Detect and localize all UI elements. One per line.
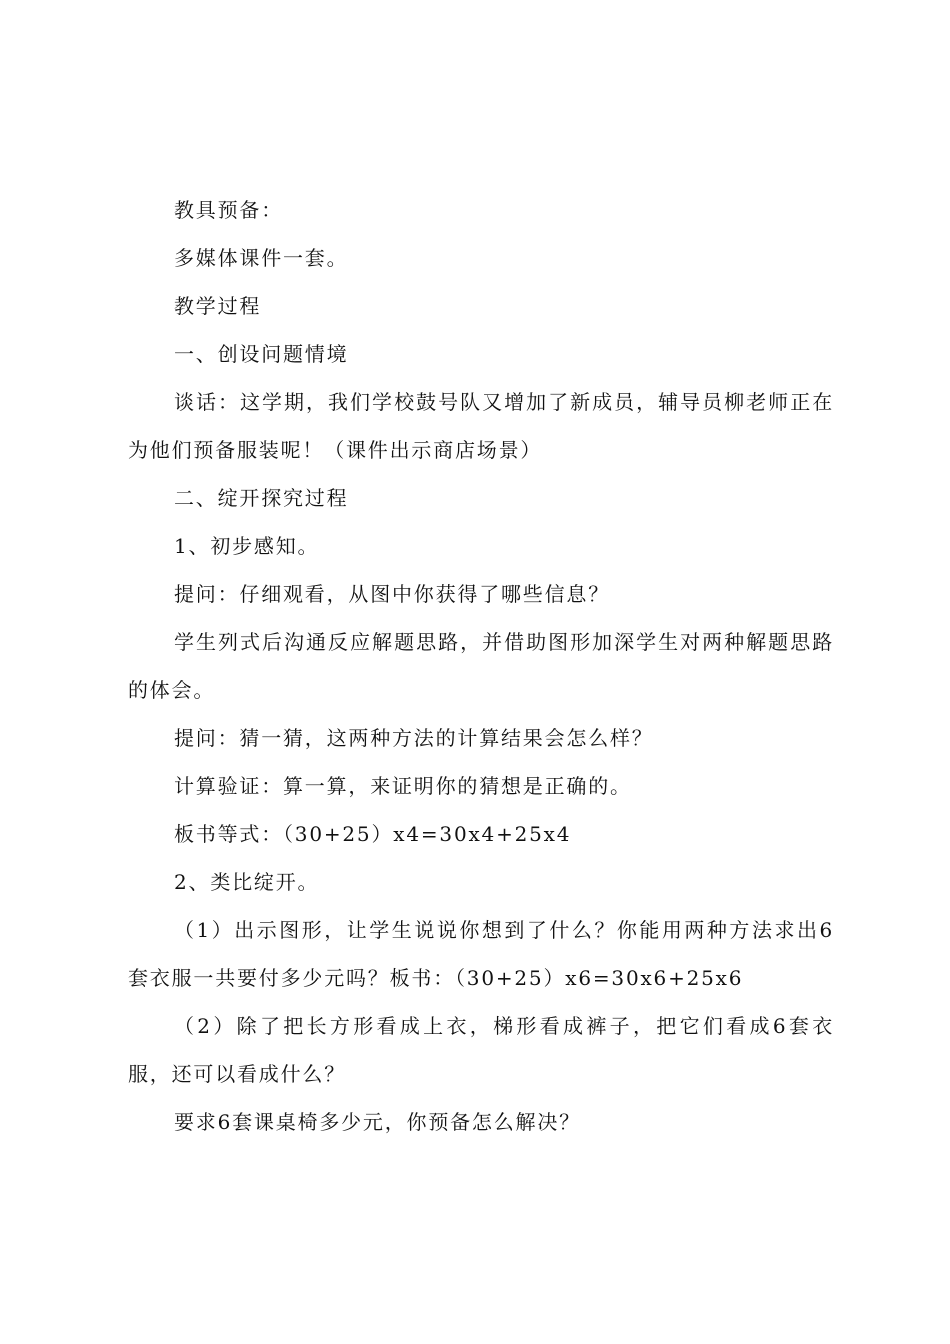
- paragraph-item-two: （2）除了把长方形看成上衣，梯形看成裤子，把它们看成6套衣服，还可以看成什么？: [128, 1014, 834, 1086]
- paragraph-section-two-heading: 二、绽开探究过程: [174, 486, 349, 510]
- paragraph-question-info: 提问：仔细观看，从图中你获得了哪些信息？: [174, 582, 610, 606]
- paragraph-conversation: 谈话：这学期，我们学校鼓号队又增加了新成员，辅导员柳老师正在为他们预备服装呢！（课件出示商店场景）: [128, 390, 834, 462]
- paragraph-multimedia: 多媒体课件一套。: [174, 246, 349, 270]
- paragraph-teaching-aids-heading: 教具预备：: [174, 198, 283, 222]
- paragraph-question-guess: 提问：猜一猜，这两种方法的计算结果会怎么样？: [174, 726, 654, 750]
- paragraph-verify: 计算验证：算一算，来证明你的猜想是正确的。: [174, 774, 632, 798]
- paragraph-board-equation: 板书等式：（30+25）x4=30x4+25x4: [174, 822, 572, 846]
- paragraph-student-formulas: 学生列式后沟通反应解题思路，并借助图形加深学生对两种解题思路的体会。: [128, 630, 834, 702]
- paragraph-desk-question: 要求6套课桌椅多少元，你预备怎么解决？: [174, 1110, 581, 1134]
- paragraph-step-one: 1、初步感知。: [174, 534, 320, 558]
- paragraph-item-one: （1）出示图形，让学生说说你想到了什么？你能用两种方法求出6套衣服一共要付多少元吗？板书：（30+25）x6=30x6+25x6: [128, 918, 834, 990]
- paragraph-step-two: 2、类比绽开。: [174, 870, 320, 894]
- paragraph-section-one-heading: 一、创设问题情境: [174, 342, 349, 366]
- paragraph-teaching-process-heading: 教学过程: [174, 294, 262, 318]
- document-body: [128, 186, 834, 1146]
